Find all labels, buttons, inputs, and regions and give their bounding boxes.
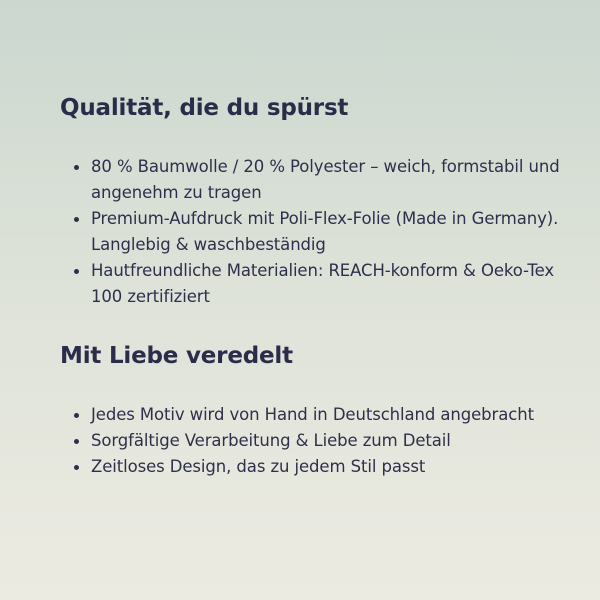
product-info-panel bbox=[60, 92, 560, 480]
list-item bbox=[60, 428, 560, 454]
list-item bbox=[60, 402, 560, 428]
bullet-dot-icon bbox=[74, 269, 79, 274]
craftsmanship-feature-list bbox=[60, 402, 560, 480]
bullet-dot-icon bbox=[74, 217, 79, 222]
list-item-text: 80 % Baumwolle / 20 % Polyester – weich, formstabil und angenehm zu tragen bbox=[91, 157, 560, 202]
list-item-text: Zeitloses Design, das zu jedem Stil passt bbox=[91, 457, 426, 476]
list-item bbox=[60, 258, 560, 310]
bullet-dot-icon bbox=[74, 465, 79, 470]
list-item bbox=[60, 206, 560, 258]
list-item-text: Hautfreundliche Materialien: REACH-konform & Oeko-Tex 100 zertifiziert bbox=[91, 261, 555, 306]
list-item bbox=[60, 154, 560, 206]
list-item-text: Sorgfältige Verarbeitung & Liebe zum Detail bbox=[91, 431, 451, 450]
bullet-dot-icon bbox=[74, 413, 79, 418]
bullet-dot-icon bbox=[74, 439, 79, 444]
section-title-craftsmanship: Mit Liebe veredelt bbox=[60, 343, 293, 369]
list-item bbox=[60, 454, 560, 480]
bullet-dot-icon bbox=[74, 165, 79, 170]
list-item-text: Premium-Aufdruck mit Poli-Flex-Folie (Made in Germany). Langlebig & waschbeständig bbox=[91, 209, 559, 254]
quality-feature-list bbox=[60, 154, 560, 310]
list-item-text: Jedes Motiv wird von Hand in Deutschland angebracht bbox=[91, 405, 534, 424]
section-title-quality: Qualität, die du spürst bbox=[60, 95, 349, 121]
